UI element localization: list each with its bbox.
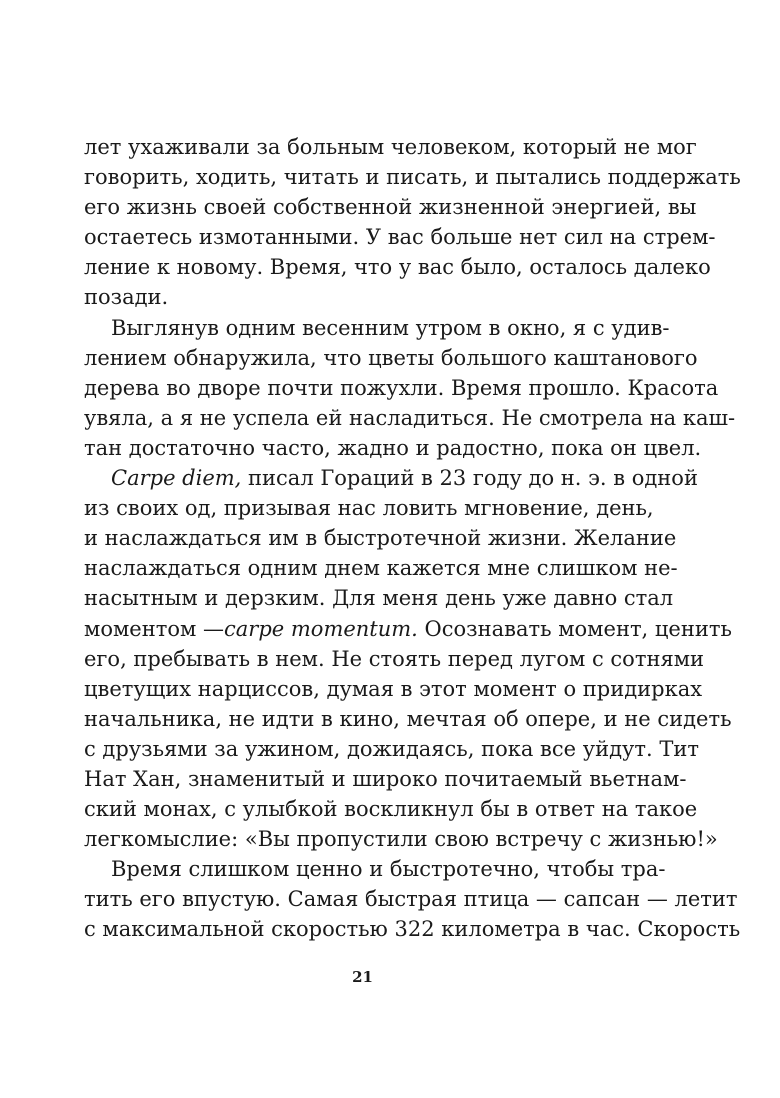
text-line: тить его впустую. Самая быстрая птица — сапсан — летит: [84, 887, 738, 912]
text-fragment: писал Гораций в 23 году до н. э. в одной: [248, 466, 698, 491]
text-line: насытным и дерзким. Для меня день уже давно стал: [84, 586, 674, 611]
text-line: ский монах, с улыбкой воскликнул бы в ответ на такое: [84, 797, 698, 822]
text-line: его жизнь своей собственной жизненной энергией, вы: [84, 195, 697, 220]
text-line: ление к новому. Время, что у вас было, осталось далеко: [84, 255, 711, 280]
italic-phrase: carpe momentum.: [224, 616, 418, 641]
text-line: лет ухаживали за больным человеком, который не мог: [84, 135, 697, 159]
text-line: с друзьями за ужином, дожидаясь, пока все уйдут. Тит: [84, 736, 699, 761]
text-fragment: моментом —: [84, 616, 225, 641]
text-line: его, пребывать в нем. Не стоять перед лугом с сотнями: [84, 646, 705, 671]
page-number: 21: [352, 968, 373, 986]
text-line: лением обнаружила, что цветы большого каштанового: [84, 345, 698, 370]
text-line: дерева во дворе почти пожухли. Время прошло. Красота: [84, 375, 719, 400]
text-fragment: Осознавать момент, ценить: [424, 616, 732, 641]
text-line: Время слишком ценно и быстротечно, чтобы тра-: [111, 857, 666, 882]
text-line: начальника, не идти в кино, мечтая об опере, и не сидеть: [84, 706, 732, 731]
body-text: [84, 132, 741, 945]
text-line: тан достаточно часто, жадно и радостно, пока он цвел.: [84, 435, 702, 460]
text-line: увяла, а я не успела ей насладиться. Не смотрела на каш-: [84, 405, 736, 430]
italic-phrase: Carpe diem,: [111, 466, 242, 491]
text-line: [84, 614, 732, 644]
text-line: и наслаждаться им в быстротечной жизни. Желание: [84, 526, 677, 551]
text-line: Нат Хан, знаменитый и широко почитаемый вьетнам-: [84, 766, 687, 791]
text-line: остаетесь измотанными. У вас больше нет сил на стрем-: [84, 225, 716, 250]
text-line: Выглянув одним весенним утром в окно, я с удив-: [111, 315, 670, 340]
text-line: из своих од, призывая нас ловить мгновение, день,: [84, 496, 654, 521]
text-line: цветущих нарциссов, думая в этот момент о придирках: [84, 676, 703, 701]
text-line: наслаждаться одним днем кажется мне слишком не-: [84, 556, 678, 581]
text-line: с максимальной скоростью 322 километра в час. Скорость: [84, 917, 741, 942]
text-line: позади.: [84, 285, 169, 310]
text-line: легкомыслие: «Вы пропустили свою встречу с жизнью!»: [84, 827, 718, 852]
text-line: говорить, ходить, читать и писать, и пытались поддержать: [84, 165, 741, 190]
text-line: [84, 463, 698, 493]
